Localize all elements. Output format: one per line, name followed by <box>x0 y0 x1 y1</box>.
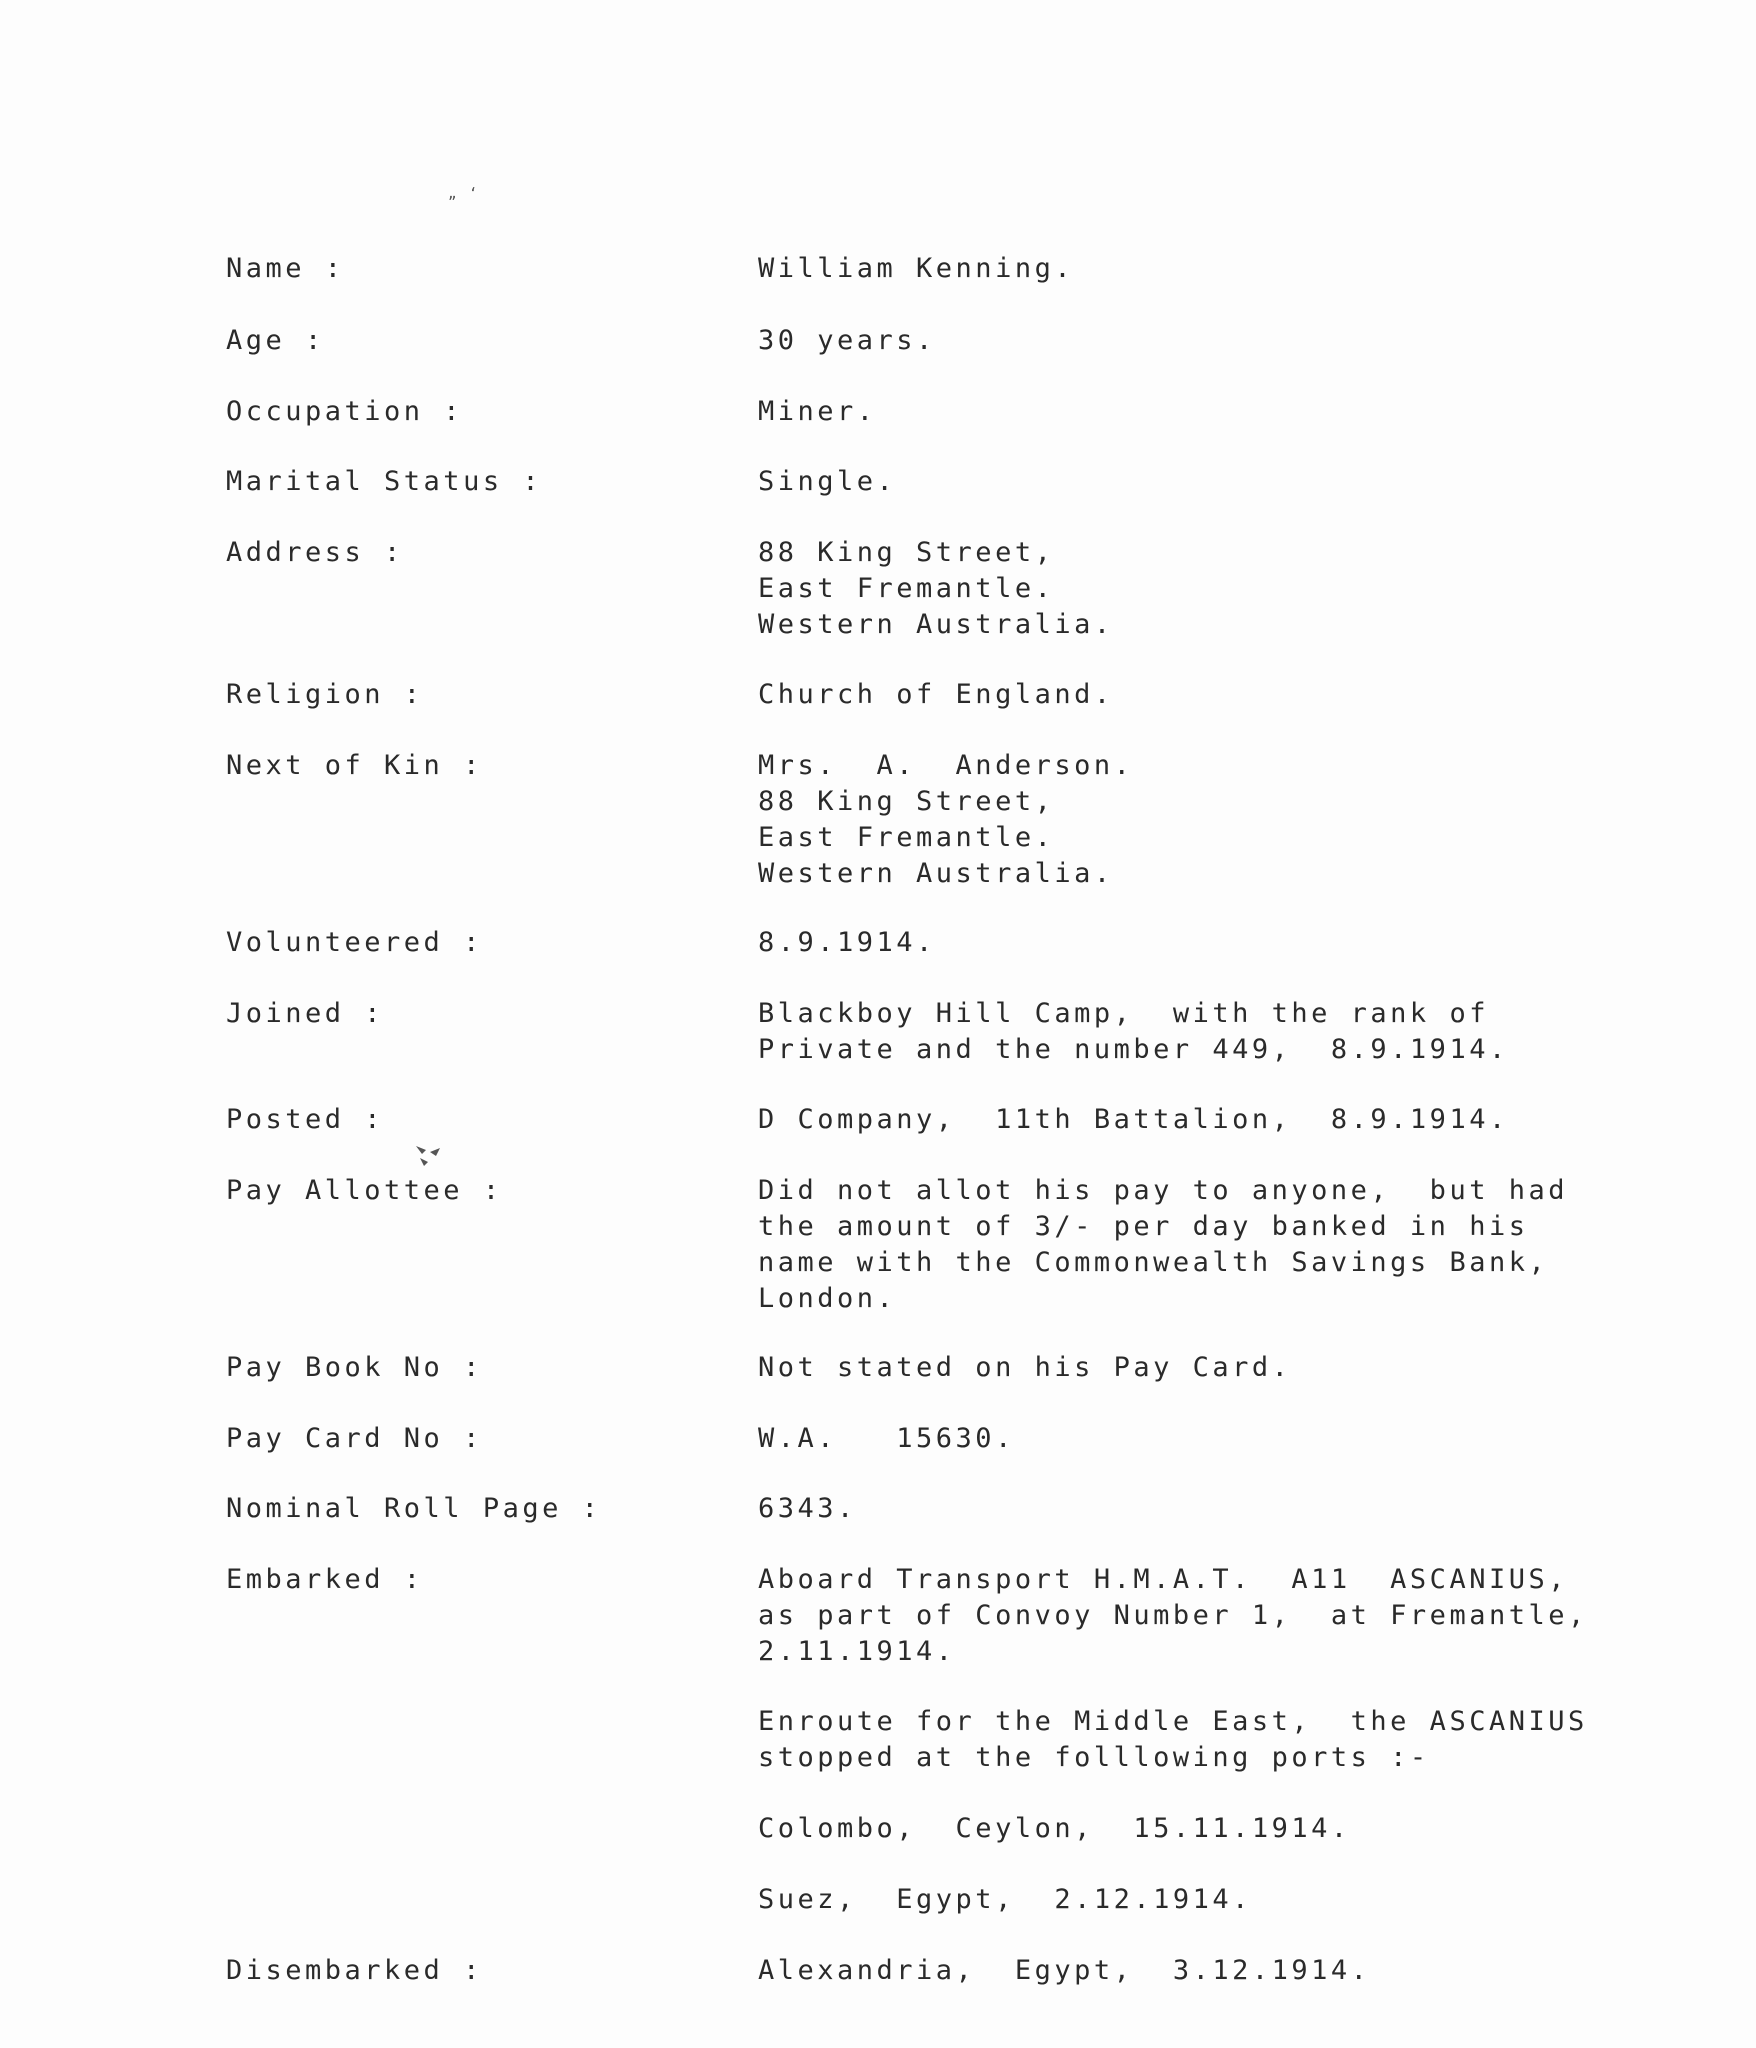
value-line: the amount of 3/- per day banked in his <box>758 1211 1529 1242</box>
field-value <box>758 535 1738 643</box>
value-line: 8.9.1914. <box>758 927 936 958</box>
field-value <box>758 1102 1738 1138</box>
field-value <box>758 925 1738 961</box>
field-label: Marital Status : <box>226 466 543 497</box>
field-value <box>758 394 1738 430</box>
field-label: Pay Allottee : <box>226 1175 503 1206</box>
field-label: Religion : <box>226 679 424 710</box>
value-line: Miner. <box>758 396 877 427</box>
value-line: D Company, 11th Battalion, 8.9.1914. <box>758 1104 1509 1135</box>
stray-mark: „ ‘ <box>448 186 480 202</box>
field-label: Volunteered : <box>226 927 483 958</box>
value-line: 30 years. <box>758 325 936 356</box>
value-line: Not stated on his Pay Card. <box>758 1352 1292 1383</box>
value-line: Private and the number 449, 8.9.1914. <box>758 1034 1509 1065</box>
field-label: Next of Kin : <box>226 750 483 781</box>
value-line: Colombo, Ceylon, 15.11.1914. <box>758 1813 1351 1844</box>
value-line: Single. <box>758 466 897 497</box>
field-label: Address : <box>226 537 404 568</box>
value-line: London. <box>758 1283 897 1314</box>
value-line: Mrs. A. Anderson. <box>758 750 1134 781</box>
value-line: 88 King Street, <box>758 786 1055 817</box>
value-line: Alexandria, Egypt, 3.12.1914. <box>758 1955 1371 1986</box>
value-line: East Fremantle. <box>758 573 1055 604</box>
field-value <box>758 1173 1738 1317</box>
field-value <box>758 1562 1738 1670</box>
value-line: 6343. <box>758 1493 857 1524</box>
value-line: Western Australia. <box>758 858 1114 889</box>
value-line: Aboard Transport H.M.A.T. A11 ASCANIUS, <box>758 1564 1568 1595</box>
field-value <box>758 1811 1738 1847</box>
ink-blot <box>412 1140 446 1170</box>
field-label: Disembarked : <box>226 1955 483 1986</box>
field-value <box>758 1491 1738 1527</box>
field-value <box>758 1350 1738 1386</box>
value-line: Blackboy Hill Camp, with the rank of <box>758 998 1489 1029</box>
value-line: 88 King Street, <box>758 537 1055 568</box>
field-value <box>758 996 1738 1068</box>
value-line: East Fremantle. <box>758 822 1055 853</box>
value-line: 2.11.1914. <box>758 1636 956 1667</box>
field-label: Pay Card No : <box>226 1423 483 1454</box>
field-value <box>758 464 1738 500</box>
field-value <box>758 1882 1738 1918</box>
field-label: Nominal Roll Page : <box>226 1493 602 1524</box>
value-line: W.A. 15630. <box>758 1423 1015 1454</box>
value-line: stopped at the folllowing ports :- <box>758 1742 1430 1773</box>
value-line: Western Australia. <box>758 609 1114 640</box>
value-line: Church of England. <box>758 679 1114 710</box>
field-label: Name : <box>226 253 345 284</box>
value-line: as part of Convoy Number 1, at Fremantle, <box>758 1600 1588 1631</box>
field-value <box>758 1704 1738 1776</box>
field-value <box>758 323 1738 359</box>
field-label: Joined : <box>226 998 385 1029</box>
value-line: Enroute for the Middle East, the ASCANIUS <box>758 1706 1588 1737</box>
field-value <box>758 748 1738 892</box>
value-line: Suez, Egypt, 2.12.1914. <box>758 1884 1252 1915</box>
field-label: Age : <box>226 325 325 356</box>
field-value <box>758 1953 1738 1989</box>
field-label: Posted : <box>226 1104 385 1135</box>
field-label: Embarked : <box>226 1564 424 1595</box>
field-value <box>758 677 1738 713</box>
value-line: name with the Commonwealth Savings Bank, <box>758 1247 1549 1278</box>
field-value <box>758 251 1738 287</box>
field-value <box>758 1421 1738 1457</box>
value-line: William Kenning. <box>758 253 1075 284</box>
field-label: Pay Book No : <box>226 1352 483 1383</box>
value-line: Did not allot his pay to anyone, but had <box>758 1175 1568 1206</box>
field-label: Occupation : <box>226 396 464 427</box>
